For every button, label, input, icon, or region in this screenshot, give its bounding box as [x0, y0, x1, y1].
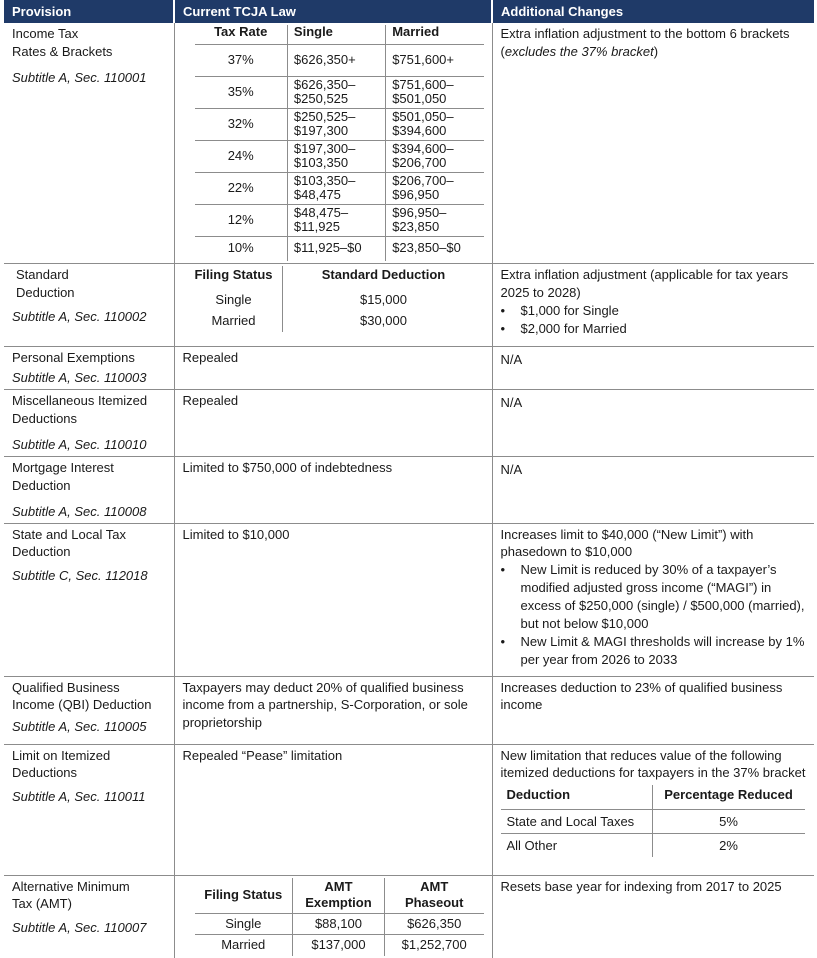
provision-cell — [4, 389, 174, 456]
bullet-item: • New Limit is reduced by 30% of a taxpayer’s modified adjusted gross income (“MAGI”) in excess of $250,000 (single) / $500,000 (married), but not below $10,000 — [521, 561, 807, 633]
provision-name: Qualified Business Income (QBI) Deduction — [12, 679, 152, 713]
amt-row — [195, 935, 484, 956]
additional-bullets — [501, 302, 807, 338]
married-bracket: $206,700–$96,950 — [386, 172, 484, 204]
provision-cell — [4, 456, 174, 523]
provision-section: Subtitle C, Sec. 112018 — [12, 568, 148, 584]
rate-cell: 24% — [195, 140, 288, 172]
percentage-reduced: 5% — [652, 809, 805, 833]
header-additional-changes: Additional Changes — [492, 0, 814, 23]
additional-italic-note: excludes the 37% bracket — [504, 43, 654, 59]
provision-section: Subtitle A, Sec. 110003 — [12, 369, 147, 385]
additional-text-end: ) — [653, 43, 659, 59]
provision-name: Miscellaneous Itemized Deductions — [12, 392, 148, 426]
provision-cell — [4, 744, 174, 875]
provision-name: Standard Deduction — [16, 267, 75, 300]
filing-status: Married — [221, 937, 266, 953]
rate-row — [195, 76, 484, 108]
single-bracket: $626,350–$250,525 — [287, 76, 385, 108]
col-filing-status: Filing Status — [194, 267, 273, 282]
additional-cell — [492, 264, 814, 347]
row-personal-exemptions — [4, 347, 814, 390]
provision-cell — [4, 676, 174, 744]
standard-deduction-table — [185, 266, 484, 332]
single-bracket: $250,525–$197,300 — [287, 108, 385, 140]
provision-name: Alternative Minimum Tax (AMT) — [12, 878, 130, 912]
provision-section: Subtitle A, Sec. 110005 — [12, 719, 147, 735]
additional-cell — [492, 744, 814, 875]
row-amt — [4, 875, 814, 958]
row-income-tax — [4, 23, 814, 264]
col-deduction: Deduction — [501, 785, 653, 809]
amt-phaseout: $626,350 — [384, 914, 483, 935]
bullet-item: • $2,000 for Married — [521, 320, 807, 338]
additional-text: N/A — [500, 352, 523, 367]
itemized-reduction-table — [501, 785, 805, 857]
single-bracket: $11,925–$0 — [287, 236, 385, 261]
bullet-item: • $1,000 for Single — [521, 302, 807, 320]
col-amt-phaseout: AMT Phaseout — [384, 878, 483, 914]
row-misc-itemized — [4, 389, 814, 456]
additional-cell — [492, 389, 814, 456]
married-bracket: $751,600+ — [386, 44, 484, 76]
tcja-comparison-table — [4, 0, 814, 958]
rate-row — [195, 44, 484, 76]
col-filing-status: Filing Status — [195, 878, 293, 914]
row-qbi — [4, 676, 814, 744]
additional-text: Extra inflation adjustment to the bottom 6 brackets ( — [500, 26, 790, 59]
header-row — [4, 0, 814, 23]
header-provision: Provision — [4, 0, 174, 23]
current-law-cell — [174, 264, 492, 347]
provision-section: Subtitle A, Sec. 110001 — [12, 69, 147, 85]
col-percentage-reduced: Percentage Reduced — [652, 785, 805, 809]
current-law-cell — [174, 875, 492, 958]
provision-name: Mortgage Interest Deduction — [12, 459, 114, 493]
current-law-cell: Limited to $10,000 — [174, 523, 492, 676]
filing-status: Single — [215, 291, 252, 307]
provision-cell — [4, 875, 174, 958]
current-law-cell — [174, 23, 492, 264]
bullet-item: • New Limit & MAGI thresholds will increase by 1% per year from 2026 to 2033 — [521, 633, 807, 669]
rate-cell: 37% — [195, 44, 288, 76]
additional-cell — [492, 347, 814, 390]
rate-row — [195, 204, 484, 236]
rate-cell: 32% — [195, 108, 288, 140]
provision-name: State and Local Tax Deduction — [12, 526, 126, 560]
row-itemized-limit — [4, 744, 814, 875]
amt-exemption: $88,100 — [293, 914, 385, 935]
provision-section: Subtitle A, Sec. 110010 — [12, 436, 147, 452]
standard-amount: $15,000 — [283, 290, 484, 311]
current-law-cell: Limited to $750,000 of indebtedness — [174, 456, 492, 523]
provision-cell — [4, 523, 174, 676]
percentage-reduced: 2% — [652, 833, 805, 857]
col-single: Single — [287, 25, 385, 44]
amt-table — [195, 878, 484, 956]
deduction-name: All Other — [506, 837, 558, 853]
current-law-cell: Taxpayers may deduct 20% of qualified business income from a partnership, S-Corporation, or sole proprietorship — [174, 676, 492, 744]
single-bracket: $626,350+ — [287, 44, 385, 76]
rate-cell: 12% — [195, 204, 288, 236]
provision-name: Personal Exemptions — [12, 350, 135, 365]
row-standard-deduction — [4, 264, 814, 347]
married-bracket: $394,600–$206,700 — [386, 140, 484, 172]
current-law-cell: Repealed — [174, 347, 492, 390]
col-tax-rate: Tax Rate — [195, 25, 288, 44]
provision-name: Income Tax Rates & Brackets — [12, 26, 113, 59]
rate-cell: 10% — [227, 240, 254, 256]
header-current-law: Current TCJA Law — [174, 0, 492, 23]
married-bracket: $501,050–$394,600 — [386, 108, 484, 140]
additional-bullets — [501, 561, 807, 669]
filing-status: Married — [211, 312, 256, 328]
col-standard-deduction: Standard Deduction — [283, 266, 484, 290]
rate-cell: 22% — [195, 172, 288, 204]
provision-section: Subtitle A, Sec. 110002 — [12, 308, 147, 324]
std-row — [185, 290, 484, 311]
single-bracket: $103,350–$48,475 — [287, 172, 385, 204]
single-bracket: $48,475–$11,925 — [287, 204, 385, 236]
itemized-row — [501, 809, 805, 833]
additional-cell — [492, 456, 814, 523]
tax-rate-table — [195, 25, 484, 261]
provision-cell — [4, 264, 174, 347]
col-amt-exemption: AMT Exemption — [293, 878, 385, 914]
rate-row — [195, 172, 484, 204]
amt-exemption: $137,000 — [293, 935, 385, 956]
filing-status: Single — [195, 914, 293, 935]
amt-row — [195, 914, 484, 935]
provision-name: Limit on Itemized Deductions — [12, 747, 111, 781]
row-mortgage-interest — [4, 456, 814, 523]
single-bracket: $197,300–$103,350 — [287, 140, 385, 172]
provision-cell — [4, 23, 174, 264]
additional-cell — [492, 23, 814, 264]
married-bracket: $23,850–$0 — [386, 236, 484, 261]
provision-section: Subtitle A, Sec. 110007 — [12, 920, 147, 936]
married-bracket: $751,600–$501,050 — [386, 76, 484, 108]
additional-text: N/A — [500, 461, 523, 477]
rate-row — [195, 236, 484, 261]
std-row — [185, 311, 484, 332]
additional-cell: Resets base year for indexing from 2017 to 2025 — [492, 875, 814, 958]
additional-text: Extra inflation adjustment (applicable for tax years 2025 to 2028) — [500, 267, 789, 300]
provision-section: Subtitle A, Sec. 110011 — [12, 789, 146, 805]
col-married: Married — [386, 25, 484, 44]
rate-row — [195, 108, 484, 140]
provision-cell — [4, 347, 174, 390]
additional-cell: Increases deduction to 23% of qualified business income — [492, 676, 814, 744]
rate-row — [195, 140, 484, 172]
deduction-name: State and Local Taxes — [501, 809, 653, 833]
additional-text: N/A — [500, 394, 523, 410]
current-law-cell: Repealed — [174, 389, 492, 456]
married-bracket: $96,950–$23,850 — [386, 204, 484, 236]
itemized-row — [501, 833, 805, 857]
amt-phaseout: $1,252,700 — [384, 935, 483, 956]
additional-text: New limitation that reduces value of the following itemized deductions for taxpayers in the 37% bracket — [500, 747, 806, 781]
rate-cell: 35% — [195, 76, 288, 108]
row-salt — [4, 523, 814, 676]
additional-text: Increases limit to $40,000 (“New Limit”) with phasedown to $10,000 — [500, 526, 754, 560]
current-law-cell: Repealed “Pease” limitation — [174, 744, 492, 875]
provision-section: Subtitle A, Sec. 110008 — [12, 503, 147, 519]
additional-cell — [492, 523, 814, 676]
standard-amount: $30,000 — [283, 311, 484, 332]
